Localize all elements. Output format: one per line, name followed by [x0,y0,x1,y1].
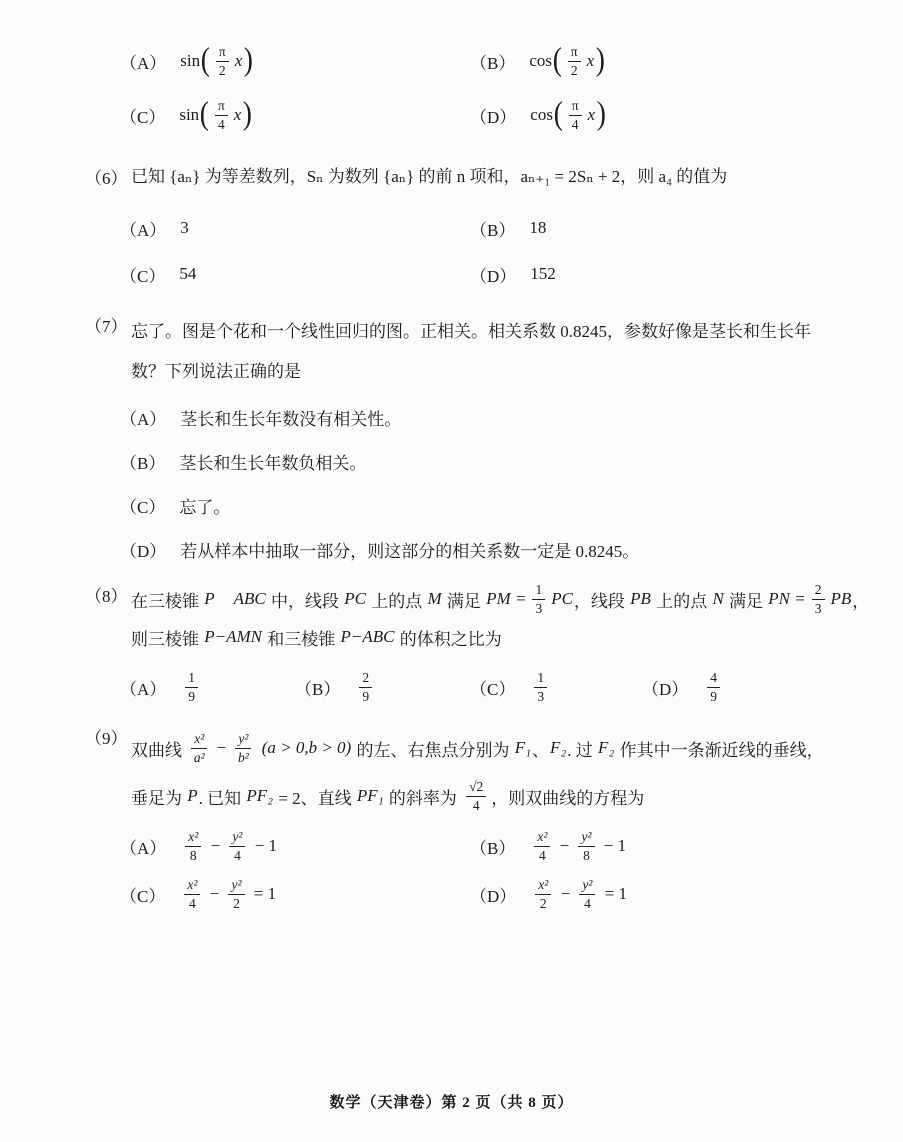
text-run [216,587,233,612]
option-label: （A） [120,53,167,73]
option-formula [354,670,377,704]
math-run: PF₂ [246,786,274,806]
fraction: $\frac{1}{3}$ [532,582,545,616]
text-run: = 1 [600,884,628,904]
math-run: F₂ [598,738,615,758]
question-9-line-2 [131,772,875,820]
option-formula [179,94,253,134]
math-run: PC [551,589,573,609]
math-run: N [712,589,724,609]
text-run: 上的点 [366,591,427,611]
text-run: cos [529,51,553,70]
math-run: (a > 0,b > 0) [261,738,352,758]
option-label: （C） [120,107,166,127]
page-footer: 数学（天津卷）第 2 页（共 8 页） [329,1095,574,1111]
q6-option-d [470,262,875,286]
question-8-line-1 [131,582,875,616]
question-7-number: （7） [85,317,128,336]
q7-option-a [120,406,875,434]
fraction: $\frac{2}{9}$ [359,670,372,704]
math-run: x [586,51,595,70]
question-5-options [85,38,875,138]
text-run: − [206,836,225,856]
paren: ( [200,40,211,77]
option-value: 忘了。 [179,498,231,517]
text-run: ，线段 [573,591,630,611]
math-run: P [187,786,198,806]
fraction: $\frac{\text{x²}}{4}$ [534,829,550,863]
option-value: 54 [179,264,197,283]
option-formula [530,94,607,134]
q9-option-c [120,872,470,916]
option-formula [529,829,626,863]
text-run [256,738,260,758]
option-label: （C） [120,498,166,517]
q5-option-d [470,92,875,138]
text-run: 和三棱锥 [263,629,340,649]
math-run: F₁ [514,738,531,758]
text-run: 的左、右焦点分别为 [352,740,514,760]
question-8-number: （8） [85,587,128,606]
text-run: 中，线段 [266,591,344,611]
option-label: （A） [120,220,167,240]
option-formula [179,877,276,911]
option-label: （B） [295,679,341,699]
text-run: 垂足为 [131,788,187,808]
question-6-number: （6） [85,169,128,188]
q7-option-b [120,450,875,478]
option-formula [702,670,725,704]
text-run: − 1 [599,836,627,856]
text-run: cos [530,105,553,124]
question-9 [85,724,875,820]
option-label: （A） [120,679,167,699]
paren: ( [553,94,563,131]
question-6-options [85,216,875,286]
question-9-text [131,724,875,820]
math-run: PB [830,589,852,609]
text-run: = 2、直线 [274,788,356,808]
text-run: 的体积之比为 [395,629,502,649]
math-run: F₂ [550,738,567,758]
q6-option-b [470,216,875,240]
paren: ) [596,94,607,131]
text-run: − [555,836,574,856]
fraction: $\frac{\text{x²}}{2}$ [535,877,551,911]
fraction: $\frac{\pi}{2}$ [568,44,581,78]
option-label: （C） [470,679,516,699]
math-run: x [587,105,596,124]
math-run: PN = [768,589,806,609]
q8-option-c [470,666,642,708]
question-7 [85,312,875,392]
fraction: $\frac{4}{9}$ [707,670,720,704]
q8-option-b [295,666,470,708]
question-8-options [85,666,875,708]
math-run: PM = [486,589,527,609]
option-label: （C） [120,266,166,286]
math-run: PC [344,589,366,609]
option-formula [530,877,627,911]
math-run: x [234,51,243,70]
math-run: P−AMN [204,627,262,647]
option-label: （B） [470,53,516,73]
option-formula [180,40,254,80]
paren: ) [595,40,606,77]
fraction: $\frac{2}{3}$ [812,582,825,616]
math-run: P−ABC [340,627,395,647]
fraction: $\frac{\text{y²}}{2}$ [228,877,244,911]
math-run: x [233,105,242,124]
paren: ( [552,40,562,77]
option-label: （D） [470,266,517,286]
fraction: $\frac{\text{y²}}{\text{b²}}$ [235,731,251,765]
math-run: P [204,589,215,609]
math-run: PB [630,589,651,609]
text-run: ， [852,591,870,611]
text-run: sin [180,51,201,70]
question-6 [85,164,875,190]
option-value: 3 [180,218,189,237]
question-9-options [85,824,875,916]
paren: ) [244,40,254,77]
fraction: $\frac{1}{9}$ [185,670,198,704]
question-7-options [85,406,875,566]
math-run: ABC [233,589,266,609]
option-label: （B） [120,454,166,473]
fraction: $\frac{\text{x²}}{4}$ [184,877,200,911]
text-run: 满足 [724,591,768,611]
option-label: （A） [120,838,167,858]
math-run: PF₁ [356,786,384,806]
text-run: − [212,738,231,758]
fraction: $\frac{1}{3}$ [534,670,547,704]
q7-option-c [120,494,875,522]
option-value: 茎长和生长年数负相关。 [179,454,367,473]
q9-option-b [470,824,875,868]
text-run: − [205,884,224,904]
option-value: 茎长和生长年数没有相关性。 [180,410,402,429]
option-label: （C） [120,886,166,906]
question-8 [85,582,875,652]
option-label: （D） [470,107,517,127]
text-run: 则三棱锥 [131,629,204,649]
option-formula [180,670,203,704]
option-label: （B） [470,838,516,858]
fraction: $\frac{\text{y²}}{4}$ [579,877,595,911]
q6-option-c [120,262,470,286]
option-label: （A） [120,410,167,429]
fraction: $\frac{\text{x²}}{\text{a²}}$ [191,731,207,765]
text-run: − [556,884,575,904]
q8-option-a [120,666,295,708]
q5-option-a [120,38,470,84]
option-formula [180,829,277,863]
q7-option-d [120,538,875,566]
question-6-text: 已知 {aₙ} 为等差数列，Sₙ 为数列 {aₙ} 的前 n 项和，aₙ₊₁ = 2Sₙ + 2，则 a₄ 的值为 [131,167,728,186]
option-value: 若从样本中抽取一部分，则这部分的相关系数一定是 0.8245。 [180,542,640,561]
fraction: $\frac{√2}{4}$ [466,779,486,813]
text-run: 双曲线 [131,740,187,760]
question-9-number: （9） [85,729,128,749]
q8-option-d [642,666,875,708]
option-label: （D） [120,542,167,561]
math-run: M [427,589,442,609]
text-run: 、 [532,740,549,760]
text-run: . 过 [567,740,598,760]
question-9-line-1 [131,724,875,772]
text-run: 在三棱锥 [131,591,204,611]
q5-option-b [470,38,875,84]
text-run: 上的点 [651,591,712,611]
q9-option-a [120,824,470,868]
text-run: 的斜率为 [384,788,462,808]
question-8-line-2 [131,622,875,652]
text-run: sin [179,105,200,124]
text-run: 满足 [442,591,486,611]
paren: ) [243,94,253,131]
question-8-text [131,582,875,652]
option-label: （D） [470,886,517,906]
option-value: 152 [530,264,556,283]
text-run: 作其中一条渐近线的垂线， [615,740,824,760]
option-value: 18 [529,218,547,237]
option-label: （B） [470,220,516,240]
option-formula [529,40,606,80]
question-7-text: 忘了。图是个花和一个线性回归的图。正相关。相关系数 0.8245，参数好像是茎长和生长年数？下列说法正确的是 [131,322,811,381]
q6-option-a [120,216,470,240]
paren: ( [199,94,210,131]
text-run: . 已知 [198,788,246,808]
option-label: （D） [642,679,689,699]
fraction: $\frac{\text{y²}}{8}$ [578,829,594,863]
q5-option-c [120,92,470,138]
text-run: − 1 [250,836,278,856]
q9-option-d [470,872,875,916]
fraction: $\frac{\pi}{2}$ [216,44,229,78]
fraction: $\frac{\text{x²}}{8}$ [185,829,201,863]
fraction: $\frac{\pi}{4}$ [569,98,582,132]
fraction: $\frac{\text{y²}}{4}$ [229,829,245,863]
text-run: = 1 [249,884,277,904]
text-run: ，则双曲线的方程为 [491,788,645,808]
fraction: $\frac{\pi}{4}$ [215,98,228,132]
option-formula [529,670,552,704]
